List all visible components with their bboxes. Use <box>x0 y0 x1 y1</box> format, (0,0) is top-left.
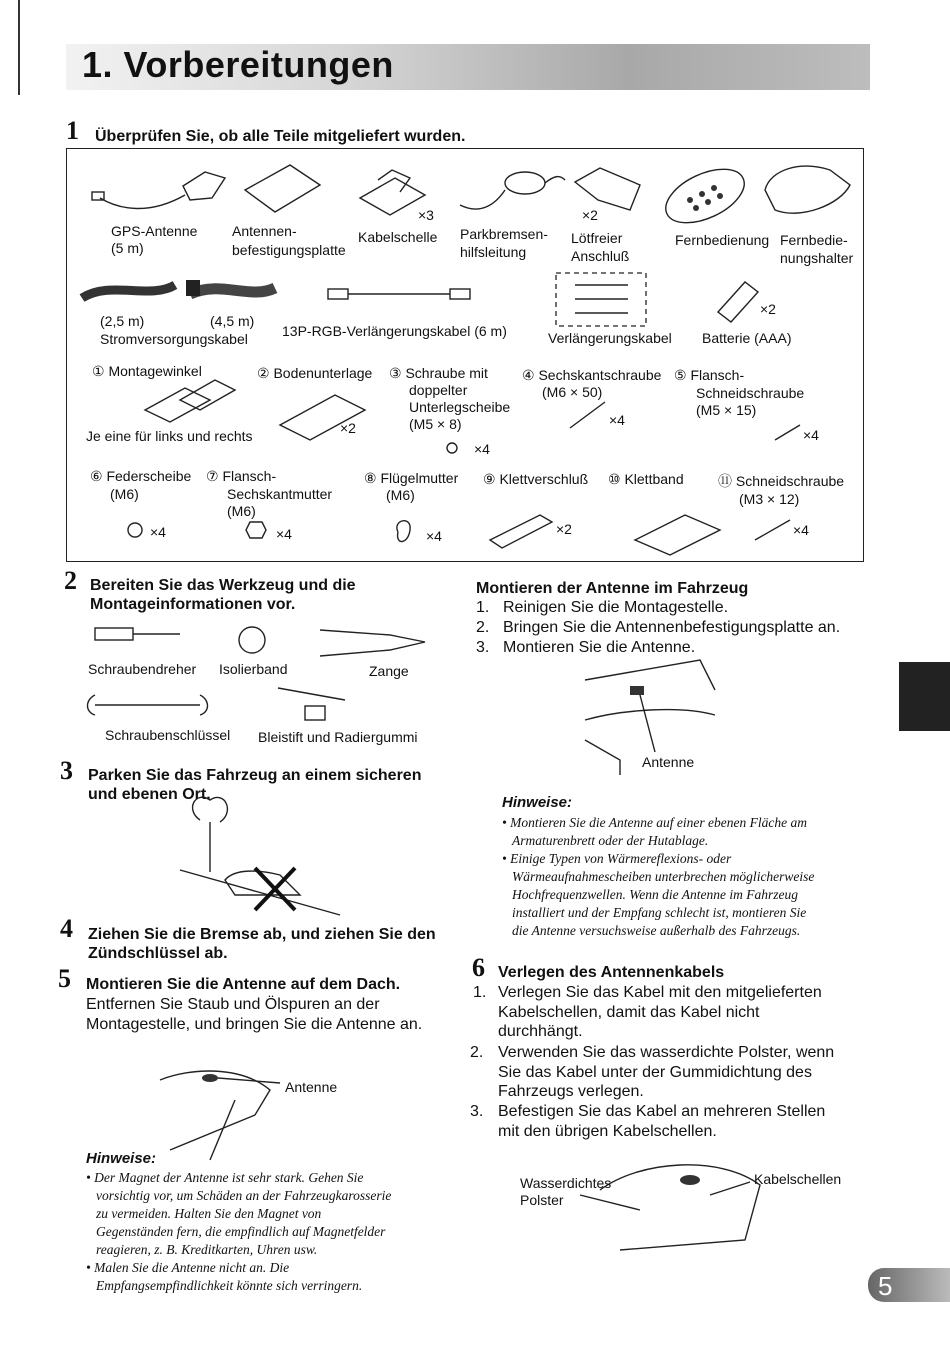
gps-antenna-length: (5 m) <box>111 240 144 256</box>
part-9-qty: ×2 <box>556 521 572 537</box>
step-title: Verlegen des Antennenkabels <box>498 964 725 981</box>
part-5-size: (M5 × 15) <box>696 402 757 418</box>
list-item: Kabelschellen, damit das Kabel nicht <box>498 1004 760 1021</box>
part-3-qty: ×4 <box>474 441 490 457</box>
tapping-screw-illustration <box>755 520 790 540</box>
list-item: Verlegen Sie das Kabel mit den mitgelieferten <box>498 984 822 1001</box>
park-label-2: hilfsleitung <box>460 244 527 260</box>
solder-label-2: Anschluß <box>571 248 630 264</box>
part-4-size: (M6 × 50) <box>542 384 603 400</box>
flange-nut-illustration <box>246 522 266 538</box>
part-1-note: Je eine für links und rechts <box>86 428 253 444</box>
note-line: installiert und der Empfang schlecht ist, montieren Sie <box>512 905 807 920</box>
note-line: die Antenne versuchsweise außerhalb des Fahrzeugs. <box>512 923 801 938</box>
part-7-size: (M6) <box>227 503 256 519</box>
battery-qty: ×2 <box>760 301 776 317</box>
notes-heading: Hinweise: <box>86 1150 157 1167</box>
holder-label: Fernbedie- <box>780 232 848 248</box>
velcro-tape-illustration <box>635 515 720 555</box>
tool-pencil: Bleistift und Radiergummi <box>258 729 418 745</box>
power-cable-illustration <box>82 280 275 298</box>
list-item: Bringen Sie die Antennenbefestigungsplatte an. <box>503 619 841 636</box>
part-8-qty: ×4 <box>426 528 442 544</box>
page-title: 1. Vorbereitungen <box>82 44 394 85</box>
gps-antenna-illustration <box>92 172 225 209</box>
list-number: 2. <box>476 619 490 636</box>
step-number: 4 <box>60 914 73 943</box>
power-cable-label: Stromversorgungskabel <box>100 331 248 347</box>
tool-screwdriver: Schraubendreher <box>88 661 197 677</box>
plate-label-2: befestigungsplatte <box>232 242 346 258</box>
screwdriver-illustration <box>95 628 180 640</box>
part-11-qty: ×4 <box>793 522 809 538</box>
part-3-label: ③ Schraube mit <box>389 365 488 381</box>
part-5-label-2: Schneidschraube <box>696 385 805 401</box>
wing-nut-illustration <box>397 521 410 542</box>
wrench-illustration <box>88 695 208 715</box>
tool-wrench: Schraubenschlüssel <box>105 727 231 743</box>
remote-holder-illustration <box>765 166 850 213</box>
list-item: Verwenden Sie das wasserdichte Polster, wenn <box>498 1044 835 1061</box>
note-line: • Der Magnet der Antenne ist sehr stark. Gehen Sie <box>86 1170 364 1185</box>
note-line: • Einige Typen von Wärmereflexions- oder <box>502 851 732 866</box>
power-length-2: (4,5 m) <box>210 313 255 329</box>
pliers-illustration <box>320 630 425 656</box>
part-6-qty: ×4 <box>150 524 166 540</box>
screw-washer-illustration <box>447 443 457 453</box>
rgb-cable-illustration <box>328 289 470 299</box>
note-line: Wärmeaufnahmescheiben unterbrechen möglicherweise <box>512 869 815 884</box>
notes-heading: Hinweise: <box>502 794 573 811</box>
part-6-size: (M6) <box>110 486 139 502</box>
part-2-qty: ×2 <box>340 420 356 436</box>
part-7-qty: ×4 <box>276 526 292 542</box>
note-line: • Montieren Sie die Antenne auf einer ebenen Fläche am <box>502 815 808 830</box>
part-11-label: ⑪ Schneidschraube <box>718 473 845 489</box>
insulating-tape-illustration <box>239 627 265 653</box>
step-number: 6 <box>472 953 485 982</box>
park-label: Parkbremsen- <box>460 226 548 242</box>
parking-illustration <box>180 797 340 915</box>
part-11-size: (M3 × 12) <box>739 491 800 507</box>
part-4-qty: ×4 <box>609 412 625 428</box>
battery-illustration <box>718 282 758 322</box>
list-item: durchhängt. <box>498 1023 583 1040</box>
car-roof-illustration <box>160 1071 280 1160</box>
step-body-2: Montagestelle, und bringen Sie die Antenne an. <box>86 1016 423 1033</box>
part-4-label: ④ Sechskantschraube <box>522 367 662 383</box>
note-line: Hochfrequenzwellen. Wenn die Antenne im Fahrzeug <box>512 887 798 902</box>
step-number: 2 <box>64 566 77 595</box>
list-item: mit den übrigen Kabelschellen. <box>498 1123 717 1140</box>
part-3-label-2: doppelter <box>409 382 468 398</box>
note-line: • Malen Sie die Antenne nicht an. Die <box>86 1260 290 1275</box>
step-number: 5 <box>58 964 71 993</box>
cable-clamp-illustration <box>360 170 425 215</box>
part-8-size: (M6) <box>386 487 415 503</box>
list-number: 3. <box>476 639 490 656</box>
connector-illustration <box>575 168 640 210</box>
tool-pliers: Zange <box>369 663 409 679</box>
step-title-2: Montageinformationen vor. <box>90 596 296 613</box>
step-title-2: Zündschlüssel ab. <box>88 945 228 962</box>
ext-cable-label: Verlängerungskabel <box>548 330 672 346</box>
list-item: Reinigen Sie die Montagestelle. <box>503 599 729 616</box>
bracket-illustration <box>145 380 235 422</box>
note-line: vorsichtig vor, um Schäden an der Fahrzeugkarosserie <box>96 1188 392 1203</box>
part-7-label-2: Sechskantmutter <box>227 486 333 502</box>
list-number: 3. <box>470 1103 484 1120</box>
remote-label: Fernbedienung <box>675 232 770 248</box>
note-line: Empfangsempfindlichkeit könnte sich verringern. <box>96 1278 363 1293</box>
list-number: 1. <box>473 984 487 1001</box>
clamp-qty: ×3 <box>418 207 434 223</box>
list-number: 1. <box>476 599 490 616</box>
solder-qty: ×2 <box>582 207 598 223</box>
step-number: 1 <box>66 116 79 145</box>
antenna-callout: Antenne <box>285 1079 338 1095</box>
note-line: Gegenständen fern, die empfindlich auf Magnetfelder <box>96 1224 386 1239</box>
power-length-1: (2,5 m) <box>100 313 145 329</box>
part-6-label: ⑥ Federscheibe <box>90 468 192 484</box>
hex-bolt-illustration <box>570 402 605 428</box>
clamp-label: Kabelschelle <box>358 229 438 245</box>
parking-brake-lead-illustration <box>460 172 565 209</box>
plate-label: Antennen- <box>232 223 297 239</box>
rgb-cable-label: 13P-RGB-Verlängerungskabel (6 m) <box>282 323 507 339</box>
part-10-label: ⑩ Klettband <box>608 471 684 487</box>
solder-label: Lötfreier <box>571 230 623 246</box>
note-line: reagieren, z. B. Kreditkarten, Uhren usw. <box>96 1242 318 1257</box>
remote-illustration <box>658 158 753 233</box>
pad-callout-2: Polster <box>520 1192 564 1208</box>
clamps-callout: Kabelschellen <box>754 1171 842 1187</box>
part-5-label: ⑤ Flansch- <box>674 367 745 383</box>
step-title: Parken Sie das Fahrzeug an einem sicheren <box>88 767 422 784</box>
holder-label-2: nungshalter <box>780 250 854 266</box>
battery-label: Batterie (AAA) <box>702 330 792 346</box>
step-title: Montieren Sie die Antenne auf dem Dach. <box>86 976 401 993</box>
page-number: 5 <box>878 1271 893 1301</box>
step-title: Überprüfen Sie, ob alle Teile mitgeliefert wurden. <box>95 128 466 145</box>
note-line: zu vermeiden. Halten Sie den Magnet von <box>96 1206 322 1221</box>
extension-cable-illustration <box>556 273 646 326</box>
antenna-callout: Antenne <box>642 754 695 770</box>
velcro-illustration <box>490 515 552 548</box>
section-title: Montieren der Antenne im Fahrzeug <box>476 580 749 597</box>
list-item: Befestigen Sie das Kabel an mehreren Stellen <box>498 1103 826 1120</box>
step-title: Bereiten Sie das Werkzeug und die <box>90 577 356 594</box>
list-item: Montieren Sie die Antenne. <box>503 639 696 656</box>
part-5-qty: ×4 <box>803 427 819 443</box>
part-7-label: ⑦ Flansch- <box>206 468 277 484</box>
list-number: 2. <box>470 1044 484 1061</box>
part-3-size: (M5 × 8) <box>409 416 462 432</box>
list-item: Sie das Kabel unter der Gummidichtung des <box>498 1064 812 1081</box>
pad-callout: Wasserdichtes <box>520 1175 612 1191</box>
gps-antenna-label: GPS-Antenne <box>111 223 198 239</box>
step-title-2: und ebenen Ort. <box>88 786 211 803</box>
step-number: 3 <box>60 756 73 785</box>
step-title: Ziehen Sie die Bremse ab, und ziehen Sie den <box>88 926 436 943</box>
part-8-label: ⑧ Flügelmutter <box>364 470 459 486</box>
part-1-label: ① Montagewinkel <box>92 363 202 379</box>
spring-washer-illustration <box>128 523 142 537</box>
step-body: Entfernen Sie Staub und Ölspuren an der <box>86 996 380 1013</box>
flange-screw-illustration <box>775 425 800 440</box>
list-item: Fahrzeugs verlegen. <box>498 1083 644 1100</box>
part-2-label: ② Bodenunterlage <box>257 365 373 381</box>
note-line: Armaturenbrett oder der Hutablage. <box>512 833 709 848</box>
eraser-illustration <box>305 706 325 720</box>
tool-tape: Isolierband <box>219 661 288 677</box>
part-9-label: ⑨ Klettverschluß <box>483 471 589 487</box>
part-3-label-3: Unterlegscheibe <box>409 399 511 415</box>
mounting-plate-illustration <box>245 165 320 212</box>
pencil-illustration <box>278 688 345 700</box>
